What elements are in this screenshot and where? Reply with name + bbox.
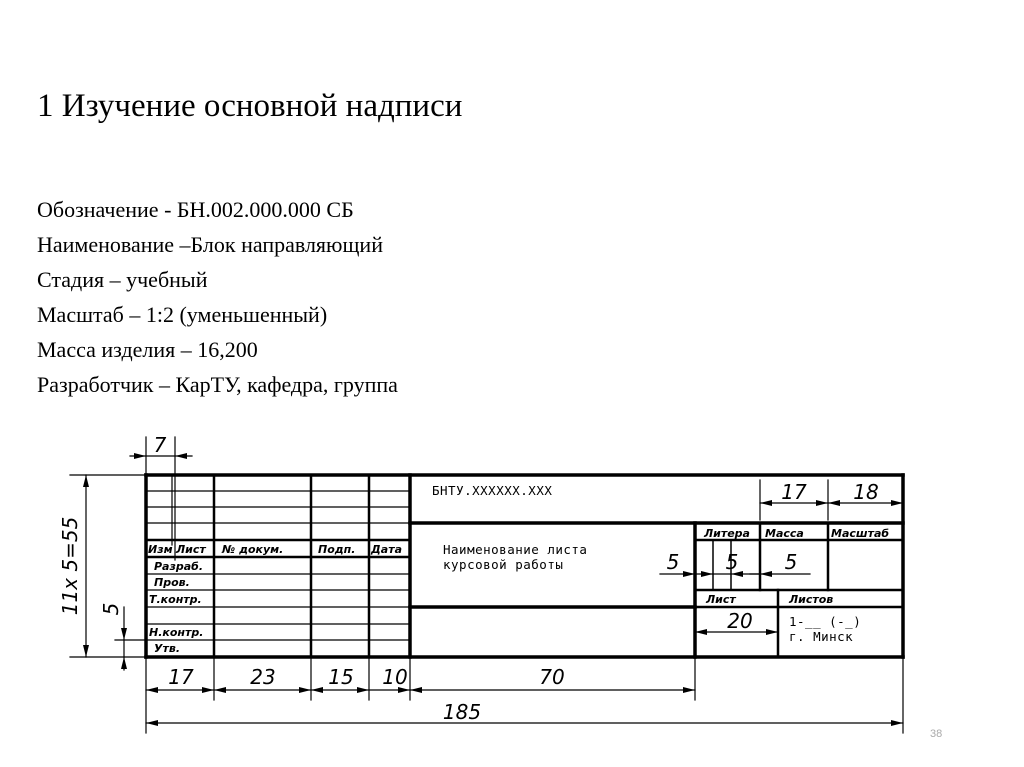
info-mass: Масса изделия – 16,200 (37, 337, 258, 362)
dim-10: 10 (382, 665, 408, 689)
dim-17-bottom: 17 (168, 665, 194, 689)
dim-17-top: 17 (781, 480, 807, 504)
dim-5-left: 5 (99, 602, 123, 616)
name-field-line-2: курсовой работы (443, 557, 564, 572)
header-izm: Изм (148, 543, 173, 556)
dim-15: 15 (328, 665, 354, 689)
row-utv: Утв. (154, 642, 180, 655)
label-litera: Литера (704, 527, 750, 540)
header-list: Лист (176, 543, 206, 556)
row-n-kontr: Н.контр. (149, 626, 204, 639)
label-listov: Листов (789, 593, 834, 606)
page-number: 38 (930, 728, 943, 740)
dim-5-a: 5 (666, 550, 680, 574)
dim-7: 7 (153, 433, 167, 457)
dim-height-total: 11x 5=55 (58, 516, 82, 616)
column-headers (148, 543, 402, 556)
label-massa: Масса (765, 527, 804, 540)
name-field-line-1: Наименование листа (443, 542, 588, 557)
dim-18: 18 (853, 480, 879, 504)
info-stage: Стадия – учебный (37, 267, 208, 292)
info-name: Наименование –Блок направляющий (37, 232, 383, 257)
info-scale: Масштаб – 1:2 (уменьшенный) (37, 302, 328, 327)
dimension-lines (70, 437, 903, 733)
dim-23: 23 (250, 665, 276, 689)
dim-185: 185 (442, 700, 482, 724)
info-designation: Обозначение - БН.002.000.000 СБ (37, 197, 354, 222)
designation-field: БНТУ.XXXXXX.XXX (432, 483, 553, 498)
row-prov: Пров. (154, 576, 190, 589)
label-list: Лист (706, 593, 736, 606)
sheet-info-line-2: г. Минск (789, 629, 854, 644)
sheet-info-line-1: 1-__ (-_) (789, 614, 862, 629)
label-masshtab: Масштаб (831, 527, 890, 540)
dim-70: 70 (539, 665, 565, 689)
dim-5-c: 5 (784, 550, 798, 574)
header-date: Дата (371, 543, 403, 556)
dim-20: 20 (727, 609, 753, 633)
left-grid-columns (172, 475, 410, 657)
header-signature: Подп. (318, 543, 356, 556)
slide-title: 1 Изучение основной надписи (37, 88, 463, 124)
header-doc-number: № докум. (222, 543, 284, 556)
dim-5-b: 5 (725, 550, 739, 574)
row-t-kontr: Т.контр. (149, 593, 202, 606)
info-developer: Разработчик – КарТУ, кафедра, группа (37, 372, 398, 397)
row-razrab: Разраб. (154, 560, 204, 573)
